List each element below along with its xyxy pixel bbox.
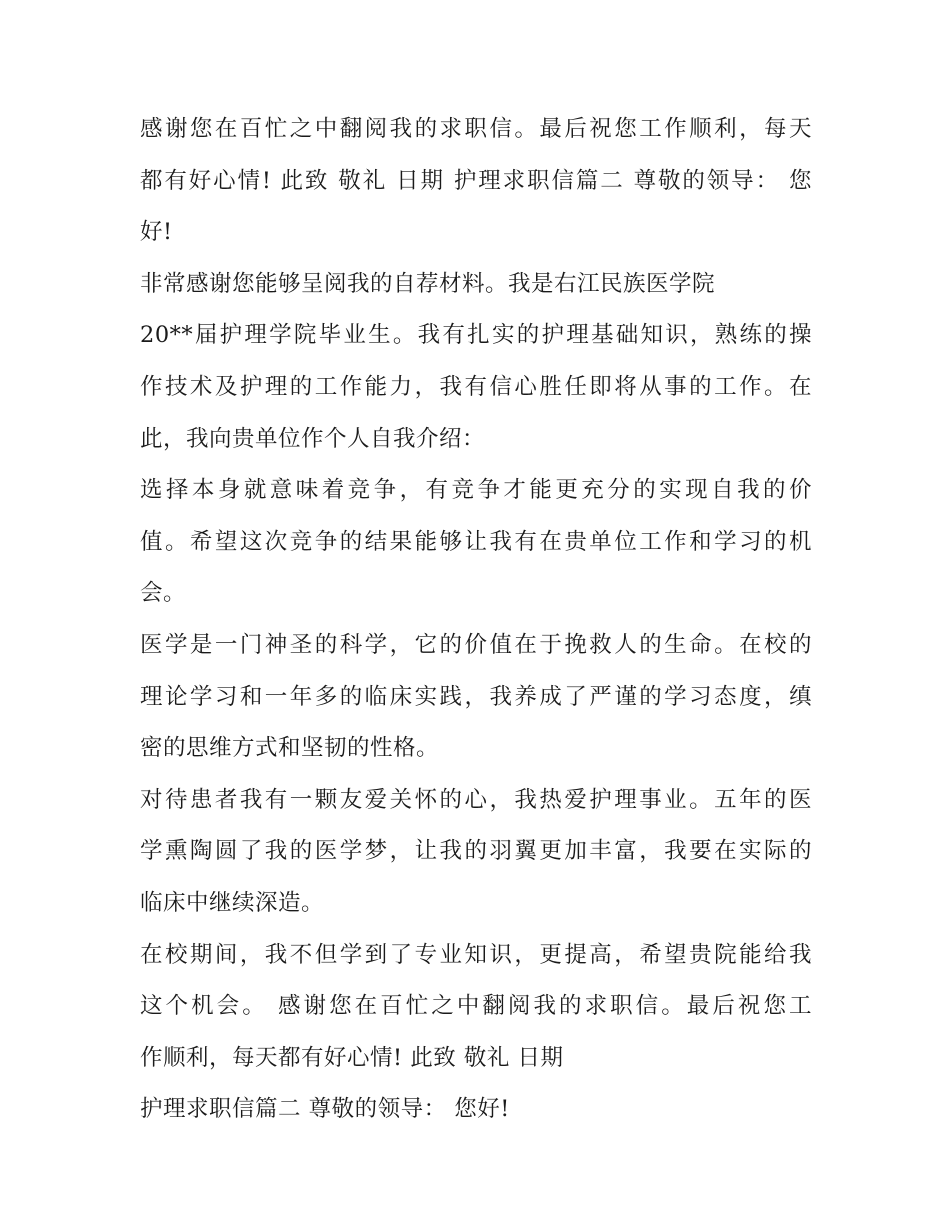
text-line: 学熏陶圆了我的医学梦，让我的羽翼更加丰富，我要在实际的	[140, 838, 812, 865]
text-line: 作顺利，每天都有好心情! 此致 敬礼 日期	[140, 1044, 564, 1071]
text-line: 在校期间，我不但学到了专业知识，更提高，希望贵院能给我	[140, 941, 812, 968]
text-line: 非常感谢您能够呈阅我的自荐材料。我是右江民族医学院	[140, 270, 716, 297]
text-line: 会。	[140, 580, 187, 607]
text-line: 好!	[140, 219, 173, 246]
text-line: 理论学习和一年多的临床实践，我养成了严谨的学习态度，缜	[140, 683, 812, 710]
text-line: 密的思维方式和坚韧的性格。	[140, 735, 440, 762]
text-line: 都有好心情! 此致 敬礼 日期 护理求职信篇二 尊敬的领导： 您	[140, 167, 812, 194]
text-line: 对待患者我有一颗友爱关怀的心，我热爱护理事业。五年的医	[140, 786, 812, 813]
text-line: 这个机会。 感谢您在百忙之中翻阅我的求职信。最后祝您工	[140, 993, 812, 1020]
text-line: 护理求职信篇二 尊敬的领导： 您好!	[140, 1096, 510, 1123]
text-line: 20**届护理学院毕业生。我有扎实的护理基础知识，熟练的操	[140, 322, 812, 349]
text-line: 选择本身就意味着竞争，有竞争才能更充分的实现自我的价	[140, 477, 812, 504]
text-line: 临床中继续深造。	[140, 889, 325, 916]
text-line: 此，我向贵单位作个人自我介绍：	[140, 425, 486, 452]
text-line: 值。希望这次竞争的结果能够让我有在贵单位工作和学习的机	[140, 528, 812, 555]
text-line: 医学是一门神圣的科学，它的价值在于挽救人的生命。在校的	[140, 631, 812, 658]
text-line: 感谢您在百忙之中翻阅我的求职信。最后祝您工作顺利，每天	[140, 116, 812, 142]
text-line: 作技术及护理的工作能力，我有信心胜任即将从事的工作。在	[140, 373, 812, 400]
document-body	[140, 104, 812, 1136]
